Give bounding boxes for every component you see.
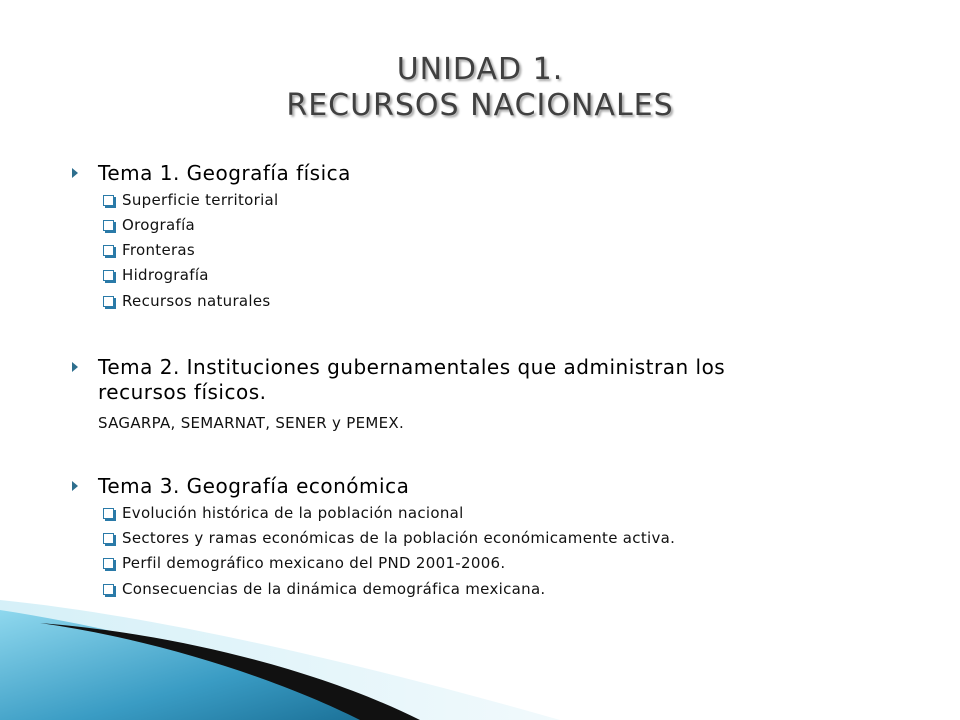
slide-title-line-2: RECURSOS NACIONALES [286, 88, 674, 123]
topic-2-heading-line-2: recursos físicos. [98, 380, 267, 404]
topic-1-item: Superficie territorial [122, 191, 279, 209]
topic-1-item: Fronteras [122, 241, 196, 259]
topic-2-heading-line-1: Tema 2. Instituciones gubernamentales que administran los [98, 355, 726, 379]
topic-3-item: Consecuencias de la dinámica demográfica mexicana. [122, 580, 546, 598]
topic-1-heading: Tema 1. Geografía física [98, 161, 351, 185]
topic-3-item: Evolución histórica de la población nacional [122, 504, 464, 522]
topic-1-item: Recursos naturales [122, 292, 271, 310]
topic-3-heading: Tema 3. Geografía económica [98, 474, 410, 498]
slide-title-line-1: UNIDAD 1. [396, 52, 564, 87]
topic-1-item: Orografía [122, 216, 196, 234]
topic-3-item: Perfil demográfico mexicano del PND 2001-2006. [122, 554, 506, 572]
topic-3-item: Sectores y ramas económicas de la población económicamente activa. [122, 529, 676, 547]
topic-1-item: Hidrografía [122, 266, 209, 284]
topic-2-note: SAGARPA, SEMARNAT, SENER y PEMEX. [98, 414, 405, 432]
